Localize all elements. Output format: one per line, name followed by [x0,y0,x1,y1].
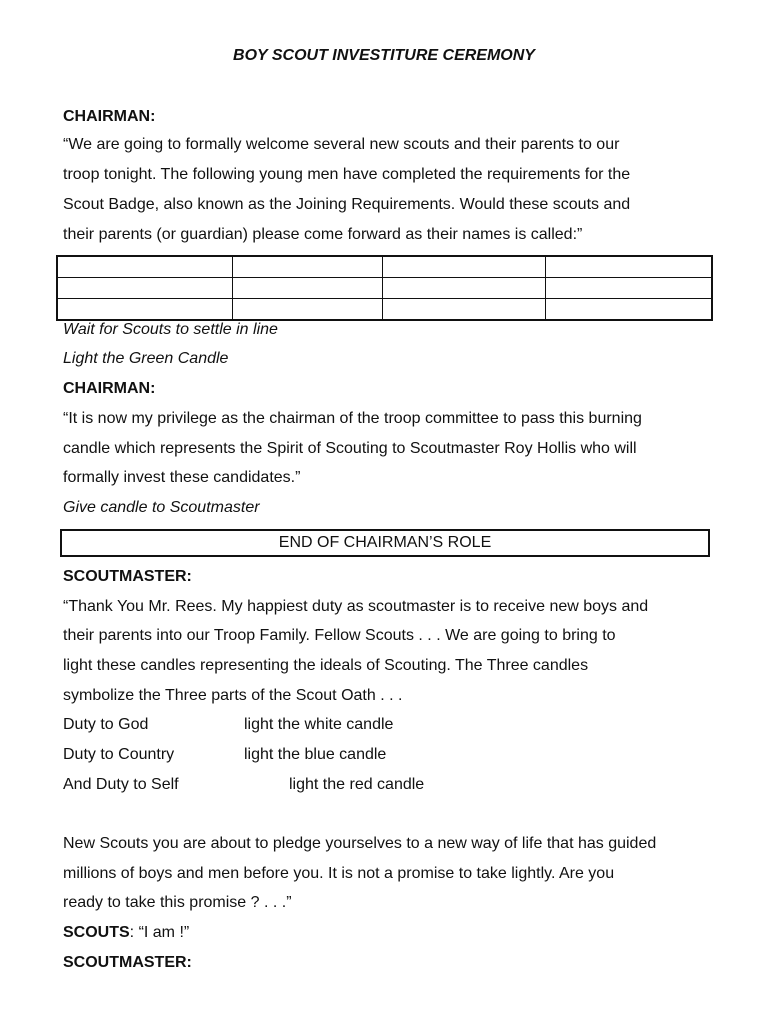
speaker-scoutmaster-1: SCOUTMASTER: [63,568,192,585]
speaker-chairman-1: CHAIRMAN: [63,108,156,125]
chairman2-line-2: candle which represents the Spirit of Scouting to Scoutmaster Roy Hollis who will [63,440,637,457]
table-cell [232,256,383,278]
chairman2-line-1: “It is now my privilege as the chairman of the troop committee to pass this burning [63,410,642,427]
speaker-scouts: SCOUTS [63,924,130,941]
table-cell [545,256,712,278]
scouts-response [63,923,189,943]
stage-direction-give-candle: Give candle to Scoutmaster [63,499,260,516]
duty-country-label: Duty to Country [63,746,175,763]
pledge-line-3: ready to take this promise ? . . .” [63,894,292,911]
table-cell [545,278,712,299]
table-cell [232,278,383,299]
table-row [57,299,712,321]
table-cell [232,299,383,321]
chairman-line-1: “We are going to formally welcome several new scouts and their parents to our [63,136,620,153]
table-cell [383,299,546,321]
stage-direction-green-candle: Light the Green Candle [63,350,229,367]
chairman-line-3: Scout Badge, also known as the Joining Requirements. Would these scouts and [63,196,631,213]
duty-self-label: And Duty to Self [63,776,179,793]
table-cell [57,278,232,299]
speaker-chairman-2: CHAIRMAN: [63,380,156,397]
scoutmaster-line-2: their parents into our Troop Family. Fellow Scouts . . . We are going to bring to [63,627,616,644]
stage-direction-settle: Wait for Scouts to settle in line [63,321,278,338]
scouts-reply: : “I am !” [129,924,190,941]
duty-country-action: light the blue candle [244,746,387,763]
pledge-line-2: millions of boys and men before you. It is not a promise to take lightly. Are you [63,865,615,882]
scoutmaster-line-3: light these candles representing the ideals of Scouting. The Three candles [63,657,589,674]
duty-self-action: light the red candle [289,776,425,793]
chairman-line-4: their parents (or guardian) please come forward as their names is called:” [63,226,583,243]
duty-god-label: Duty to God [63,716,149,733]
speaker-scoutmaster-2: SCOUTMASTER: [63,954,192,971]
chairman2-line-3: formally invest these candidates.” [63,469,301,486]
table-cell [57,256,232,278]
scoutmaster-line-1: “Thank You Mr. Rees. My happiest duty as scoutmaster is to receive new boys and [63,598,649,615]
table-cell [383,278,546,299]
duty-god-action: light the white candle [244,716,394,733]
end-of-chairman-banner: END OF CHAIRMAN’S ROLE [60,529,710,557]
scoutmaster-line-4: symbolize the Three parts of the Scout Oath . . . [63,687,403,704]
table-cell [383,256,546,278]
page-title: BOY SCOUT INVESTITURE CEREMONY [233,47,535,64]
chairman-line-2: troop tonight. The following young men have completed the requirements for the [63,166,631,183]
scout-names-table [56,255,713,321]
pledge-line-1: New Scouts you are about to pledge yourselves to a new way of life that has guided [63,835,657,852]
table-row [57,278,712,299]
table-cell [545,299,712,321]
table-row [57,256,712,278]
table-cell [57,299,232,321]
